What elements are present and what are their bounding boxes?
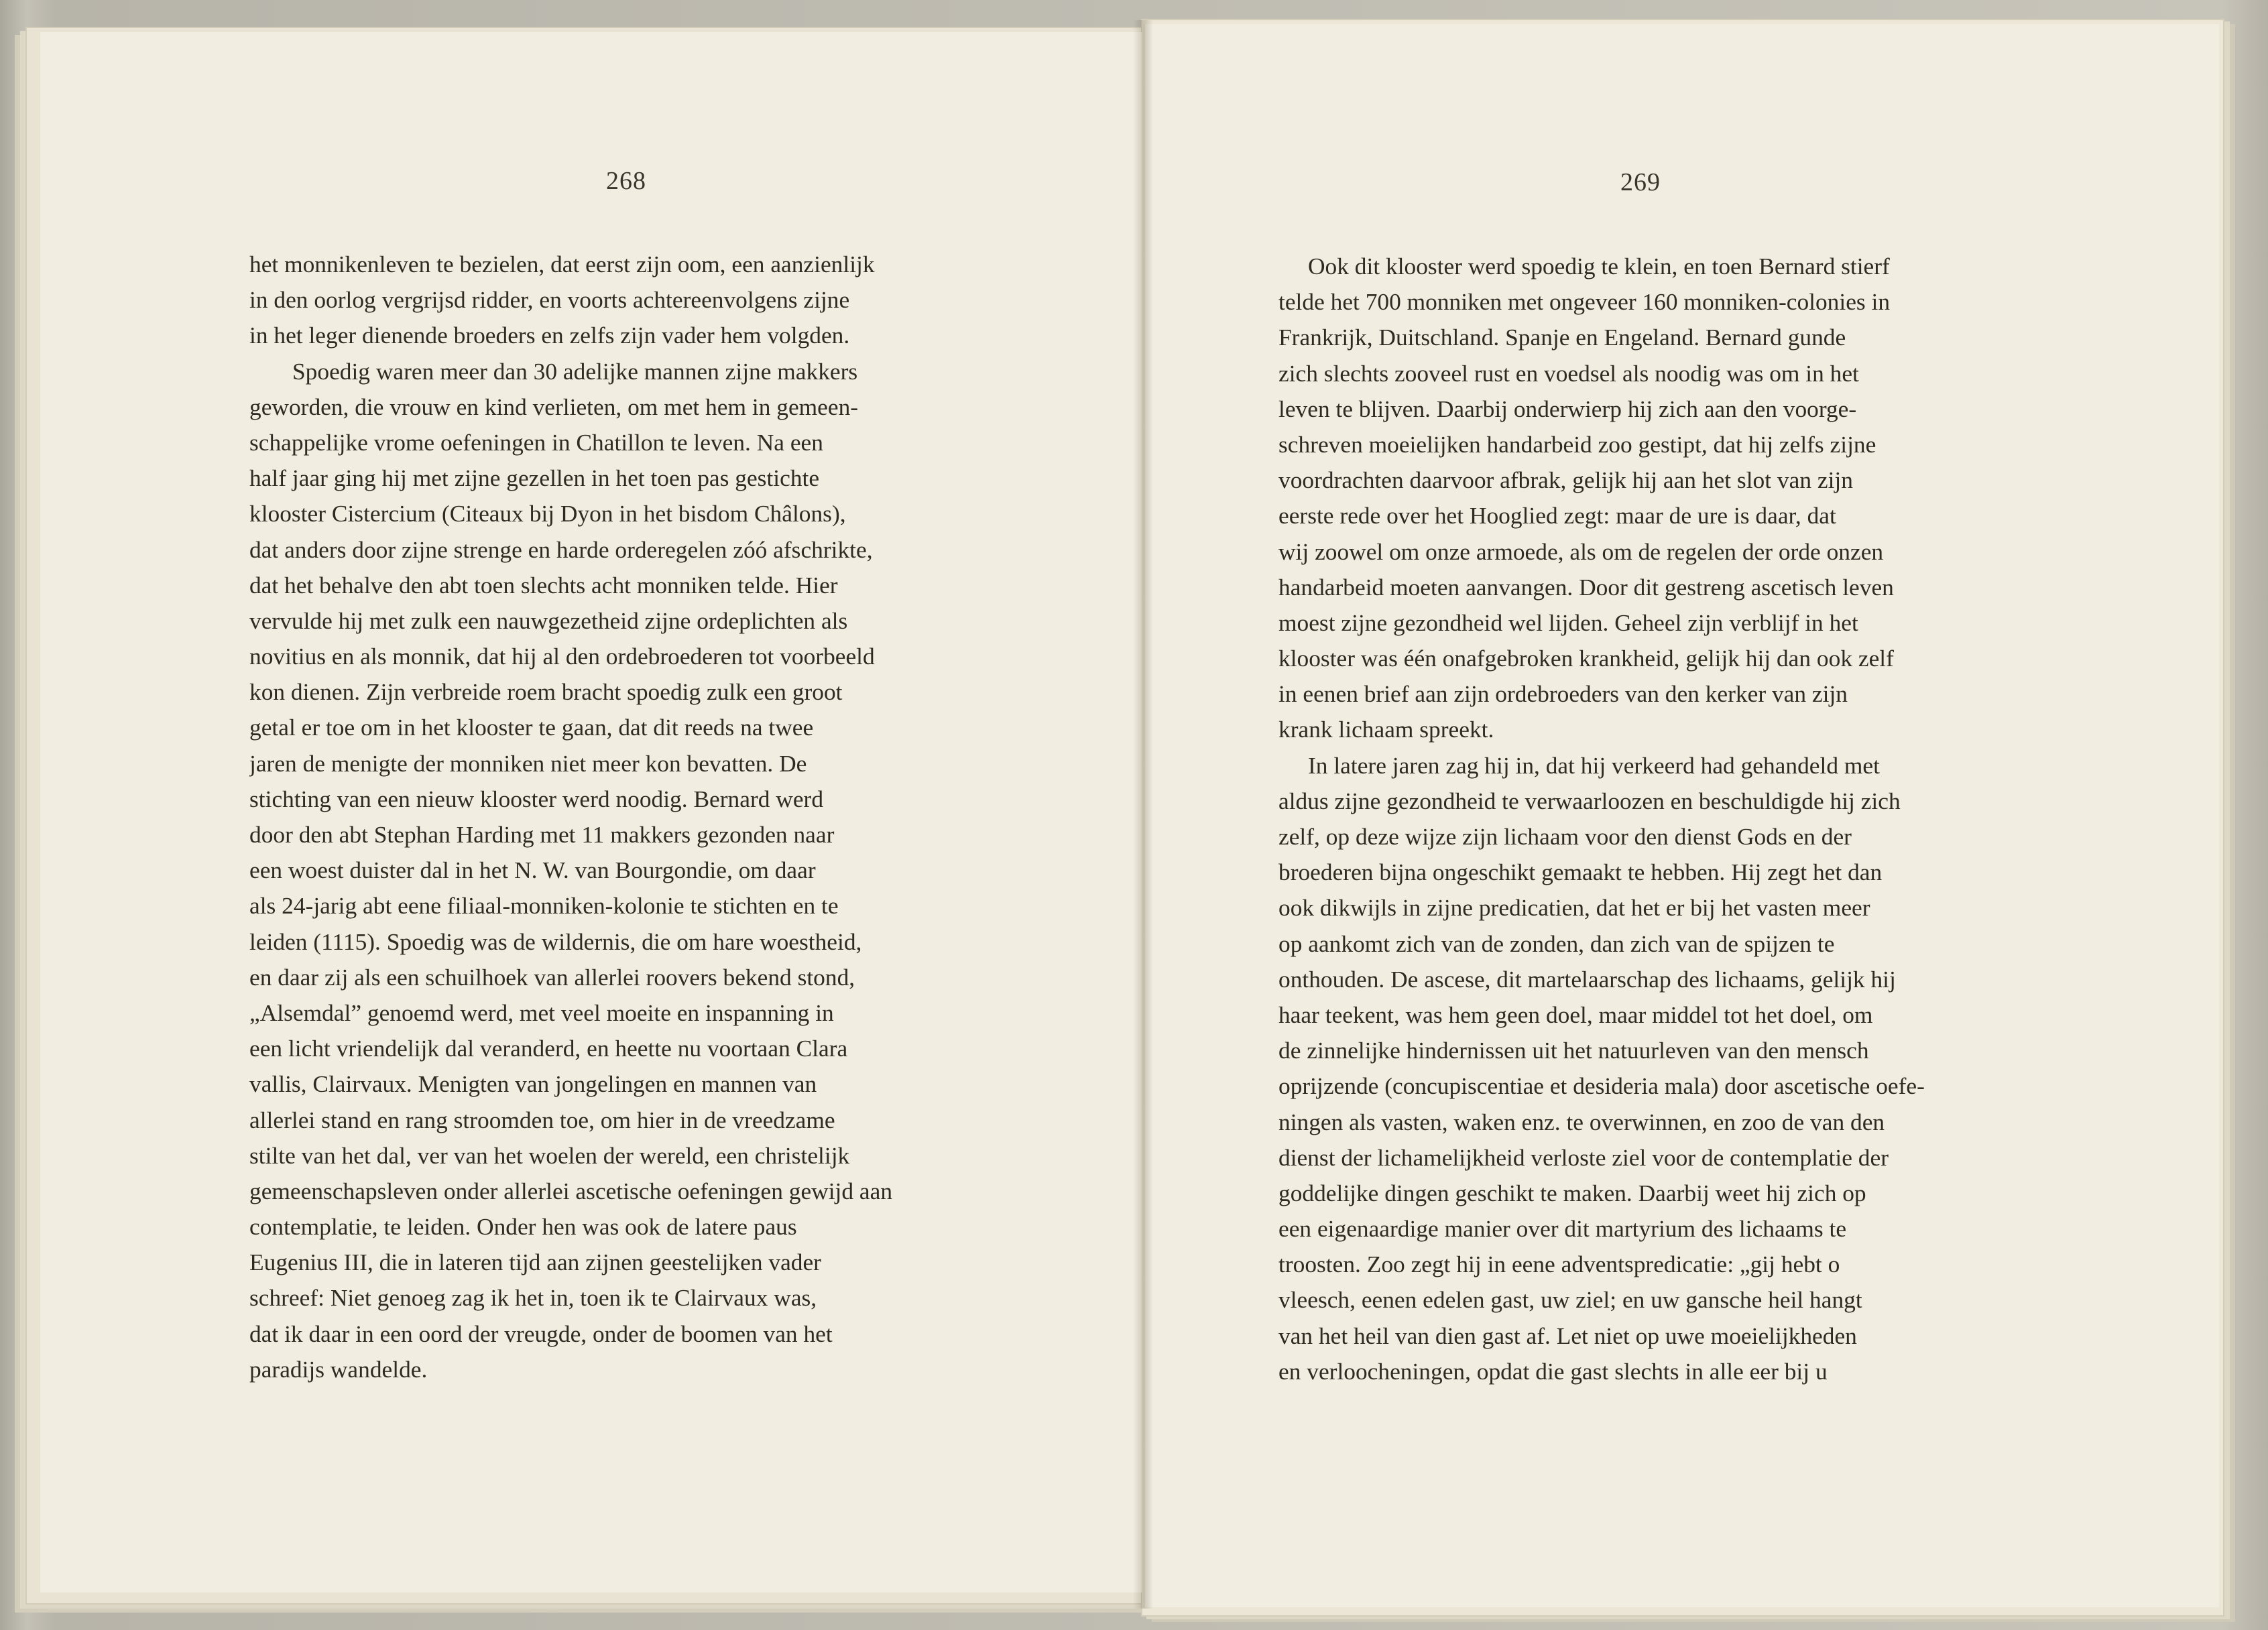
text-line: oprijzende (concupiscentiae et desideria mala) door ascetische oefe- (1278, 1072, 1925, 1100)
text-line: het monnikenleven te bezielen, dat eerst zijn oom, een aanzienlijk (249, 251, 875, 277)
text-line: geworden, die vrouw en kind verlieten, om met hem in gemeen- (249, 393, 859, 420)
text-line: de zinnelijke hindernissen uit het natuurleven van den mensch (1278, 1037, 1869, 1064)
text-line: ningen als vasten, waken enz. te overwinnen, en zoo de van den (1278, 1108, 1885, 1135)
text-line: eerste rede over het Hooglied zegt: maar de ure is daar, dat (1278, 502, 1836, 529)
text-line: troosten. Zoo zegt hij in eene adventspredicatie: „gij hebt o (1278, 1251, 1840, 1278)
text-line: dat ik daar in een oord der vreugde, onder de boomen van het (249, 1320, 833, 1347)
text-line: zich slechts zooveel rust en voedsel als noodig was om in het (1278, 359, 1859, 387)
text-line: Ook dit klooster werd spoedig te klein, en toen Bernard stierf (1308, 253, 1890, 279)
text-line: haar teekent, was hem geen doel, maar middel tot het doel, om (1278, 1001, 1873, 1028)
text-line: vallis, Clairvaux. Menigten van jongelingen en mannen van (249, 1070, 817, 1098)
text-line: klooster Cistercium (Citeaux bij Dyon in het bisdom Châlons), (249, 500, 846, 527)
text-line: vleesch, eenen edelen gast, uw ziel; en uw gansche heil hangt (1278, 1286, 1862, 1314)
text-line: jaren de menigte der monniken niet meer kon bevatten. De (249, 749, 807, 777)
text-line: dat anders door zijne strenge en harde orderegelen zóó afschrikte, (249, 536, 873, 563)
text-line: en daar zij als een schuilhoek van allerlei roovers bekend stond, (249, 963, 855, 991)
text-line: Eugenius III, die in lateren tijd aan zijnen geestelijken vader (249, 1249, 821, 1276)
text-line: en verloocheningen, opdat die gast slechts in alle eer bij u (1278, 1357, 1828, 1385)
text-line: „Alsemdal” genoemd werd, met veel moeite en inspanning in (249, 999, 834, 1026)
right-page (1144, 24, 2219, 1607)
text-line: voordrachten daarvoor afbrak, gelijk hij aan het slot van zijn (1278, 466, 1853, 494)
text-line: moest zijne gezondheid wel lijden. Geheel zijn verblijf in het (1278, 609, 1858, 636)
text-line: ook dikwijls in zijne predicatien, dat het er bij het vasten meer (1278, 894, 1870, 922)
text-line: kon dienen. Zijn verbreide roem bracht spoedig zulk een groot (249, 678, 843, 706)
text-line: Frankrijk, Duitschland. Spanje en Engeland. Bernard gunde (1278, 324, 1846, 351)
text-line: Spoedig waren meer dan 30 adelijke mannen zijne makkers (292, 357, 858, 385)
text-line: een licht vriendelijk dal veranderd, en heette nu voortaan Clara (249, 1035, 848, 1062)
text-line: van het heil van dien gast af. Let niet op uwe moeielijkheden (1278, 1322, 1857, 1349)
text-line: handarbeid moeten aanvangen. Door dit gestreng ascetisch leven (1278, 573, 1894, 601)
text-line: in het leger dienende broeders en zelfs zijn vader hem volgden. (249, 322, 850, 349)
text-line: onthouden. De ascese, dit martelaarschap des lichaams, gelijk hij (1278, 965, 1896, 993)
text-line: contemplatie, te leiden. Onder hen was ook de latere paus (249, 1213, 797, 1241)
text-line: door den abt Stephan Harding met 11 makkers gezonden naar (249, 821, 835, 848)
book-gutter (1133, 20, 1153, 1609)
text-line: schreven moeielijken handarbeid zoo gestipt, dat hij zelfs zijne (1278, 430, 1876, 458)
text-line: half jaar ging hij met zijne gezellen in het toen pas gestichte (249, 464, 820, 492)
text-line: leven te blijven. Daarbij onderwierp hij zich aan den voorge- (1278, 395, 1857, 422)
text-line: een eigenaardige manier over dit martyrium des lichaams te (1278, 1215, 1847, 1243)
page-number-left: 268 (606, 167, 646, 195)
text-line: wij zoowel om onze armoede, als om de regelen der orde onzen (1278, 538, 1884, 565)
text-line: In latere jaren zag hij in, dat hij verkeerd had gehandeld met (1308, 751, 1880, 779)
text-line: telde het 700 monniken met ongeveer 160 monniken-colonies in (1278, 288, 1891, 316)
text-line: klooster was één onafgebroken krankheid, gelijk hij dan ook zelf (1278, 645, 1894, 672)
text-line: dienst der lichamelijkheid verloste ziel voor de contemplatie der (1278, 1143, 1889, 1171)
text-line: paradijs wandelde. (249, 1355, 428, 1383)
text-line: getal er toe om in het klooster te gaan, dat dit reeds na twee (249, 714, 814, 741)
text-line: dat het behalve den abt toen slechts acht monniken telde. Hier (249, 571, 838, 599)
text-line: in den oorlog vergrijsd ridder, en voorts achtereenvolgens zijne (249, 286, 850, 314)
text-line: schreef: Niet genoeg zag ik het in, toen ik te Clairvaux was, (249, 1284, 817, 1312)
text-line: vervulde hij met zulk een nauwgezetheid zijne ordeplichten als (249, 607, 848, 634)
left-page-text (249, 247, 1051, 1387)
text-line: als 24-jarig abt eene filiaal-monniken-kolonie te stichten en te (249, 892, 839, 920)
text-line: aldus zijne gezondheid te verwaarloozen en beschuldigde hij zich (1278, 787, 1901, 814)
text-line: krank lichaam spreekt. (1278, 716, 1494, 743)
text-line: novitius en als monnik, dat hij al den ordebroederen tot voorbeeld (249, 643, 875, 670)
text-line: leiden (1115). Spoedig was de wildernis, die om hare woestheid, (249, 928, 862, 955)
text-line: goddelijke dingen geschikt te maken. Daarbij weet hij zich op (1278, 1179, 1866, 1206)
page-number-right: 269 (1620, 168, 1661, 196)
text-line: in eenen brief aan zijn ordebroeders van den kerker van zijn (1278, 680, 1848, 708)
text-line: een woest duister dal in het N. W. van Bourgondie, om daar (249, 857, 816, 884)
text-line: broederen bijna ongeschikt gemaakt te hebben. Hij zegt het dan (1278, 859, 1883, 886)
text-line: allerlei stand en rang stroomden toe, om hier in de vreedzame (249, 1106, 835, 1133)
right-page-text (1278, 249, 2043, 1389)
text-line: stilte van het dal, ver van het woelen der wereld, een christelijk (249, 1141, 850, 1169)
left-page (40, 32, 1142, 1592)
text-line: stichting van een nieuw klooster werd noodig. Bernard werd (249, 785, 824, 812)
text-line: op aankomt zich van de zonden, dan zich van de spijzen te (1278, 930, 1835, 957)
text-line: gemeenschapsleven onder allerlei ascetische oefeningen gewijd aan (249, 1177, 893, 1204)
text-line: schappelijke vrome oefeningen in Chatillon te leven. Na een (249, 428, 823, 456)
text-line: zelf, op deze wijze zijn lichaam voor den dienst Gods en der (1278, 823, 1852, 850)
